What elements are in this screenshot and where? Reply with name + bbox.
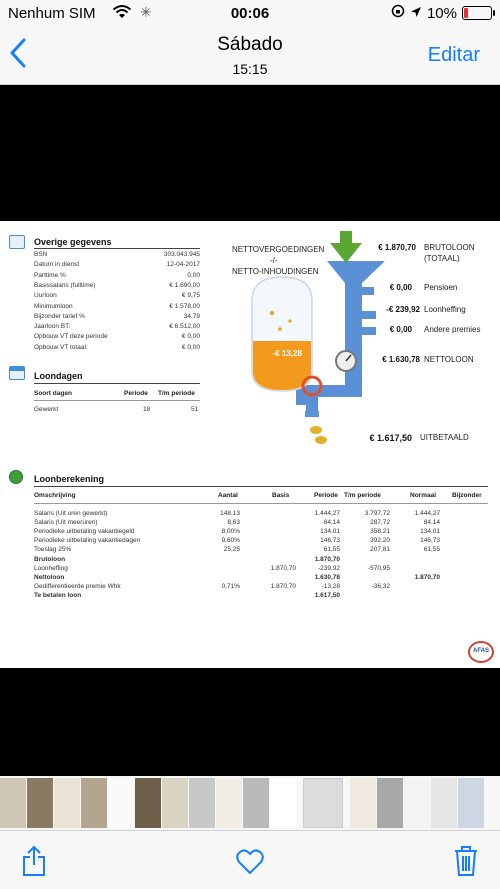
coin-icon: [310, 426, 322, 434]
loonberekening-cell: -36,32: [371, 582, 390, 590]
overige-value: € 6.512,00: [169, 323, 200, 331]
loonberekening-cell: 25,25: [223, 546, 240, 554]
andere-premies-value: € 0,00: [389, 325, 412, 334]
uitbetaald-value: € 1.617,50: [369, 433, 412, 443]
loonberekening-head: Bijzonder: [452, 492, 482, 499]
loonberekening-cell: 3.797,72: [364, 510, 390, 517]
brutoloon-value: € 1.870,70: [378, 243, 416, 252]
loonberekening-head: Normaal: [410, 492, 437, 499]
battery-percent: 10%: [426, 4, 457, 22]
overige-label: Bijzonder tarief %: [34, 312, 85, 320]
loonberekening-cell: 1.630,78: [314, 573, 340, 581]
loonberekening-desc: Nettoloon: [34, 573, 65, 581]
loonberekening-cell: 1.444,27: [414, 510, 440, 517]
overige-label: Uurloon: [34, 292, 57, 300]
thumbnail[interactable]: [431, 778, 457, 828]
thumbnail[interactable]: [350, 778, 376, 828]
pensioen-value: € 0,00: [389, 283, 412, 292]
loonberekening-cell: 1.444,27: [314, 510, 340, 517]
status-right: [391, 4, 492, 22]
loonberekening-cell: 1.870,70: [270, 582, 296, 590]
loonberekening-desc: Periodieke uitbetaling vakantiedagen: [34, 537, 141, 545]
loonberekening-desc: Periodieke uitbetaling vakantiegeld: [34, 528, 135, 536]
loonberekening-cell: 207,81: [370, 546, 390, 554]
thumbnail[interactable]: [135, 778, 161, 828]
status-bar: [0, 0, 500, 28]
pensioen-label: Pensioen: [424, 283, 458, 292]
loonberekening-desc: Salaris (Uit uren gewerkt): [34, 510, 108, 517]
carrier-label: Nenhum SIM: [8, 5, 96, 22]
status-time: 00:06: [230, 5, 270, 22]
overige-value: € 9,75: [181, 292, 200, 300]
nav-subtitle: 15:15: [232, 61, 268, 77]
loonberekening-cell: 1.870,70: [270, 564, 296, 572]
photo-view[interactable]: [0, 221, 500, 668]
loonheffing-label: Loonheffing: [424, 305, 466, 314]
thumbnail[interactable]: [189, 778, 215, 828]
loonberekening-head: Omschrijving: [34, 492, 76, 499]
overige-label: BSN: [34, 251, 48, 258]
brutoloon-sublabel: (TOTAAL): [424, 254, 460, 263]
thumbnail[interactable]: [303, 778, 343, 828]
overige-label: Opbouw VT deze periode: [34, 333, 108, 341]
nettoloon-value: € 1.630,78: [382, 355, 420, 364]
loonberekening-head: Basis: [272, 492, 290, 499]
loonberekening-head: Periode: [314, 492, 338, 499]
graphic-nettovergoedingen: NETTOVERGOEDINGEN: [232, 245, 325, 254]
loonberekening-title: Loonberekening: [34, 474, 105, 484]
loonberekening-cell: 134,01: [320, 528, 340, 536]
overige-value: 34,79: [183, 312, 200, 320]
loonberekening-cell: -13,28: [321, 582, 340, 590]
loonberekening-cell: 9,60%: [221, 537, 240, 545]
loonberekening-head: Aantal: [218, 492, 238, 499]
loonberekening-cell: 392,20: [370, 537, 390, 545]
edit-button[interactable]: Editar: [427, 44, 480, 66]
loondagen-cell: 18: [143, 406, 151, 413]
uitbetaald-label: UITBETAALD: [420, 433, 469, 442]
overige-value: € 0,00: [181, 333, 200, 341]
trash-icon[interactable]: [454, 845, 478, 882]
loondagen-head-2: Periode: [124, 390, 148, 397]
loonberekening-desc: Salaris (Uit meeruren): [34, 519, 98, 527]
overige-value: 303.043.945: [163, 251, 200, 258]
overige-value: € 1.690,00: [169, 281, 200, 289]
arrow-down-icon: [330, 231, 362, 263]
loonberekening-cell: 84,14: [423, 519, 440, 527]
overige-value: 0,00: [187, 271, 200, 279]
thumbnail[interactable]: [27, 778, 53, 828]
globe-icon: [9, 470, 23, 484]
thumbnail[interactable]: [162, 778, 188, 828]
loonberekening-cell: -239,92: [317, 564, 340, 572]
activity-spinner-icon: ✳: [140, 4, 152, 20]
coin-icon: [315, 436, 327, 444]
thumbnail[interactable]: [458, 778, 484, 828]
loonberekening-cell: 358,21: [370, 528, 390, 536]
overige-label: Basissalaris (fulltime): [34, 281, 96, 289]
brutoloon-label: BRUTOLOON: [424, 243, 475, 252]
loonberekening-cell: 0,71%: [221, 582, 240, 590]
thumbnail[interactable]: [108, 778, 134, 828]
thumbnail[interactable]: [377, 778, 403, 828]
loonberekening-head: T/m periode: [344, 492, 381, 499]
loonberekening-cell: 146,73: [420, 537, 440, 545]
overige-value: € 1.578,00: [169, 302, 200, 310]
location-icon: [410, 5, 422, 22]
thumbnail[interactable]: [270, 778, 296, 828]
loonberekening-cell: -570,95: [367, 564, 390, 572]
overige-label: Datum in dienst: [34, 261, 80, 269]
loonberekening-desc: Gedifferentieerde premie Whk: [34, 582, 121, 590]
heart-icon[interactable]: [236, 849, 264, 880]
loonheffing-value: -€ 239,92: [386, 305, 420, 314]
loonberekening-cell: 8,63: [227, 519, 240, 527]
andere-premies-label: Andere premies: [424, 325, 481, 334]
loonberekening-desc: Loonheffing: [34, 564, 68, 572]
loonberekening-cell: 134,01: [420, 528, 440, 536]
nettoloon-label: NETTOLOON: [424, 355, 474, 364]
loondagen-head-1: Soort dagen: [34, 390, 72, 397]
loonberekening-desc: Brutoloon: [34, 555, 66, 563]
loonberekening-desc: Te betalen loon: [34, 591, 82, 599]
thumbnail-strip[interactable]: [0, 776, 500, 830]
loonberekening-desc: Toeslag 25%: [34, 546, 72, 554]
loonberekening-cell: 61,55: [323, 546, 340, 554]
loondagen-title: Loondagen: [34, 371, 83, 381]
overige-label: Parttime %: [34, 271, 66, 279]
thumbnail[interactable]: [404, 778, 430, 828]
loonberekening-cell: 84,14: [323, 519, 340, 527]
thumbnail[interactable]: [243, 778, 269, 828]
loonberekening-cell: 146,73: [320, 537, 340, 545]
loonberekening-cell: 287,72: [370, 519, 390, 527]
loonberekening-rule: [34, 486, 488, 487]
loonberekening-cell: 8,00%: [221, 528, 240, 536]
loondagen-cell: 51: [191, 406, 199, 413]
loonberekening-cell: 1.617,50: [314, 591, 340, 599]
loondagen-cell: Gewerkt: [34, 406, 59, 413]
nav-title: Sábado: [217, 34, 283, 55]
loonberekening-cell: 148,13: [220, 510, 240, 517]
battery-icon: [462, 6, 492, 20]
thumbnail[interactable]: [485, 778, 500, 828]
overige-label: Opbouw VT totaal:: [34, 343, 88, 351]
loondagen-head-3: T/m periode: [158, 390, 195, 397]
loonberekening-cell: 1.870,70: [314, 555, 340, 563]
overige-value: € 0,00: [181, 343, 200, 351]
loonberekening-rule-2: [34, 503, 488, 504]
tank-value: -€ 13,28: [272, 349, 302, 358]
share-icon[interactable]: [22, 845, 46, 882]
overige-value: 12-04-2017: [166, 261, 200, 269]
orientation-lock-icon: [391, 4, 405, 22]
thumbnail[interactable]: [216, 778, 242, 828]
nav-bar: [0, 28, 500, 85]
bottom-toolbar: [0, 830, 500, 889]
afas-logo-text: AFAS: [472, 648, 489, 654]
graphic-minus: -/-: [270, 256, 278, 265]
overige-label: Minimumloon: [34, 302, 73, 310]
loonberekening-cell: 1.870,70: [414, 573, 440, 581]
overige-title: Overige gegevens: [34, 237, 112, 247]
graphic-nettoinhoudingen: NETTO-INHOUDINGEN: [232, 267, 319, 276]
pipe: [306, 395, 318, 413]
thumbnail[interactable]: [0, 778, 26, 828]
afas-logo: [468, 641, 494, 663]
overige-label: Jaarloon BT:: [34, 323, 71, 331]
loonberekening-cell: 61,55: [423, 546, 440, 554]
thumbnail[interactable]: [54, 778, 80, 828]
thumbnail[interactable]: [81, 778, 107, 828]
